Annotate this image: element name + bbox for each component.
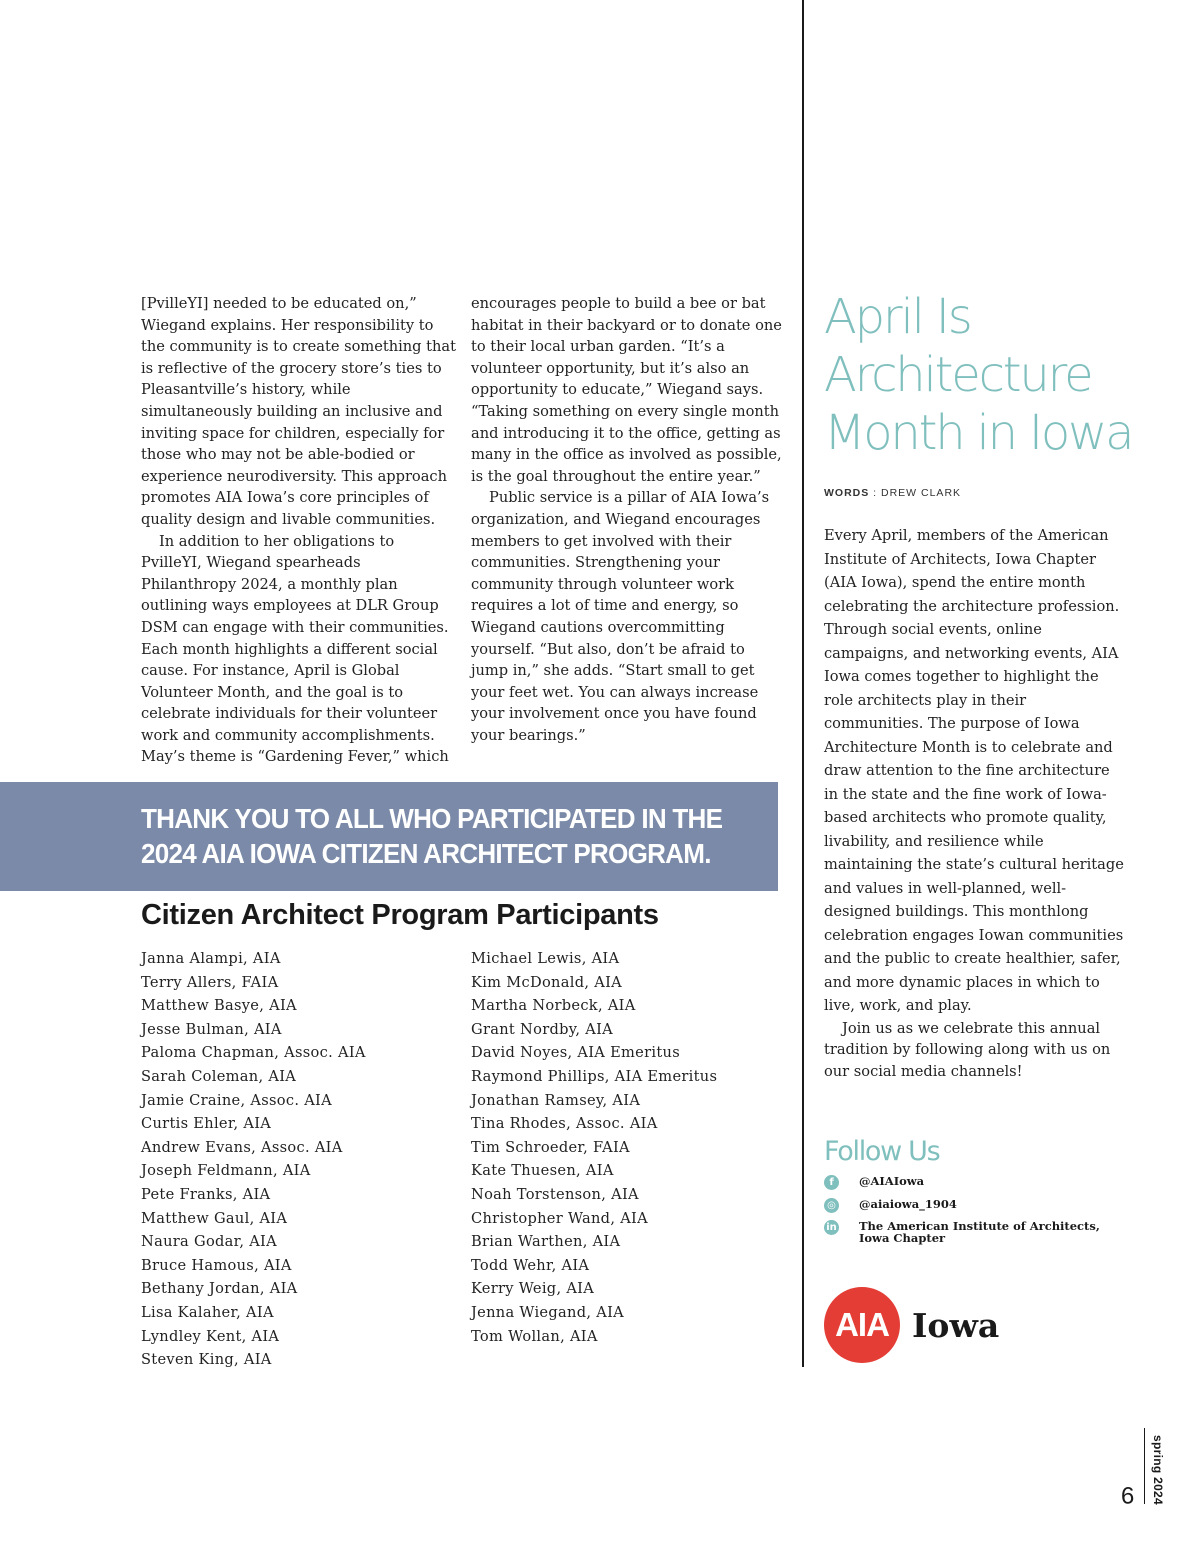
participant-name: Grant Nordby, AIA [471,1020,613,1038]
participant-name: Bethany Jordan, AIA [141,1280,298,1298]
participant-name: Curtis Ehler, AIA [141,1115,272,1133]
instagram-icon: ◎ [824,1198,839,1213]
participant-name: Jonathan Ramsey, AIA [471,1091,641,1109]
participant-name: Jenna Wiegand, AIA [471,1303,624,1321]
sidebar-title-line: April Is [824,289,971,345]
participant-name: Tom Wollan, AIA [471,1327,598,1345]
facebook-icon: f [824,1175,839,1190]
participant-name: Joseph Feldmann, AIA [141,1162,311,1180]
participant-name: Tina Rhodes, Assoc. AIA [471,1115,658,1133]
byline-author: DREW CLARK [881,487,962,499]
participant-name: Brian Warthen, AIA [471,1233,621,1251]
participant-name: Paloma Chapman, Assoc. AIA [141,1044,366,1062]
sidebar-title [824,288,1184,462]
article-paragraph: In addition to her obligations to PvilleYI, Wiegand spearheads Philanthropy 2024, a monthly plan outlining ways employees at DLR Group DSM can engage with their communities. Each month highlights a different social cause. For instance, April is Global Volunteer Month, and the goal is to celebrate individuals for their volunteer work and community accomplishments. May’s theme is “Gardening Fever,” which [141,532,449,766]
banner-headline [141,801,727,871]
social-handle: @aiaiowa_1904 [859,1197,957,1211]
participant-name: Sarah Coleman, AIA [141,1067,297,1085]
participant-name: Christopher Wand, AIA [471,1209,648,1227]
participants-heading: Citizen Architect Program Participants [141,899,659,931]
byline [824,487,961,499]
participant-name: Kim McDonald, AIA [471,973,622,991]
participant-name: Matthew Gaul, AIA [141,1209,288,1227]
participant-name: Andrew Evans, Assoc. AIA [141,1138,343,1156]
participants-list-2 [471,947,791,1348]
article-column-1 [141,293,457,768]
social-handle: The American Institute of Architects, Iowa Chapter [859,1219,1100,1245]
participant-name: Steven King, AIA [141,1351,272,1369]
participant-name: Janna Alampi, AIA [141,950,281,967]
article-paragraph: encourages people to build a bee or bat habitat in their backyard or to donate one to their local urban garden. “It’s a volunteer opportunity, but it’s also an opportunity to educate,” Wiegand says. “Taking something on every single month and introducing it to the office, getting as many in the office as involved as possible, is the goal throughout the entire year.” [471,295,782,485]
sidebar-paragraph: Join us as we celebrate this annual tradition by following along with us on our social media channels! [824,1019,1111,1080]
participant-name: Kerry Weig, AIA [471,1280,595,1298]
participant-name: Lyndley Kent, AIA [141,1327,280,1345]
participant-name: Naura Godar, AIA [141,1233,277,1251]
participant-name: Terry Allers, FAIA [141,973,279,991]
column-divider [802,0,804,1367]
aia-iowa-logo [824,1287,999,1363]
participant-name: Matthew Basye, AIA [141,997,297,1015]
participant-name: Tim Schroeder, FAIA [471,1138,630,1156]
sidebar-title-line: Month in Iowa [824,405,1133,461]
aia-logo-mark: AIA [824,1287,900,1363]
participant-name: Raymond Phillips, AIA Emeritus [471,1067,718,1085]
participant-name: Noah Torstenson, AIA [471,1185,639,1203]
sidebar-body [824,524,1124,1082]
sidebar-paragraph: Every April, members of the American Institute of Architects, Iowa Chapter (AIA Iowa), spend the entire month celebrating the architecture profession. Through social events, online campaigns, and networking events, AIA Iowa comes together to highlight the role architects play in their communities. The purpose of Iowa Architecture Month is to celebrate and draw attention to the fine architecture in the state and the fine work of Iowa-based architects who promote quality, livability, and resilience while maintaining the state’s cultural heritage and values in well-planned, well-designed buildings. This monthlong celebration engages Iowan communities and the public to create healthier, safer, and more dynamic places in which to live, work, and play. [824,527,1124,1014]
social-handle: @AIAIowa [859,1174,925,1188]
folio-rule [1144,1428,1145,1504]
social-link-facebook[interactable] [824,1175,1124,1190]
participant-name: David Noyes, AIA Emeritus [471,1044,681,1062]
participant-name: Todd Wehr, AIA [471,1256,590,1274]
participants-list-1 [141,947,461,1372]
participant-name: Pete Franks, AIA [141,1185,271,1203]
participant-name: Kate Thuesen, AIA [471,1162,614,1180]
banner-line: THANK YOU TO ALL WHO PARTICIPATED IN THE [141,803,723,834]
banner-line: 2024 AIA IOWA CITIZEN ARCHITECT PROGRAM. [141,838,711,869]
linkedin-icon: in [824,1220,839,1235]
article-paragraph: [PvilleYI] needed to be educated on,” Wiegand explains. Her responsibility to the community is to create something that is reflective of the grocery store’s ties to Pleasantville’s history, while simultaneously building an inclusive and inviting space for children, especially for those who may not be able-bodied or experience neurodiversity. This approach promotes AIA Iowa’s core principles of quality design and livable communities. [141,295,456,528]
folio-issue: spring 2024 [1151,1435,1165,1505]
participant-name: Bruce Hamous, AIA [141,1256,292,1274]
social-link-linkedin[interactable] [824,1220,1124,1244]
byline-separator: : [869,487,882,499]
participant-name: Jesse Bulman, AIA [141,1020,282,1038]
article-paragraph: Public service is a pillar of AIA Iowa’s organization, and Wiegand encourages members to get involved with their communities. Strengthening your community through volunteer work requires a lot of time and energy, so Wiegand cautions overcommitting yourself. “But also, don’t be afraid to jump in,” she adds. “Start small to get your feet wet. You can always increase your involvement once you have found your bearings.” [471,489,770,744]
participant-name: Jamie Craine, Assoc. AIA [141,1091,332,1109]
page-number: 9 [1121,1481,1135,1508]
participant-name: Martha Norbeck, AIA [471,997,636,1015]
follow-us-heading: Follow Us [824,1136,940,1167]
sidebar-title-line: Architecture [824,347,1092,403]
aia-logo-wordmark: Iowa [912,1305,1000,1345]
social-link-instagram[interactable] [824,1198,1124,1213]
participant-name: Michael Lewis, AIA [471,950,620,967]
article-column-2 [471,293,783,746]
byline-label: WORDS [824,487,870,499]
participant-name: Lisa Kalaher, AIA [141,1303,274,1321]
